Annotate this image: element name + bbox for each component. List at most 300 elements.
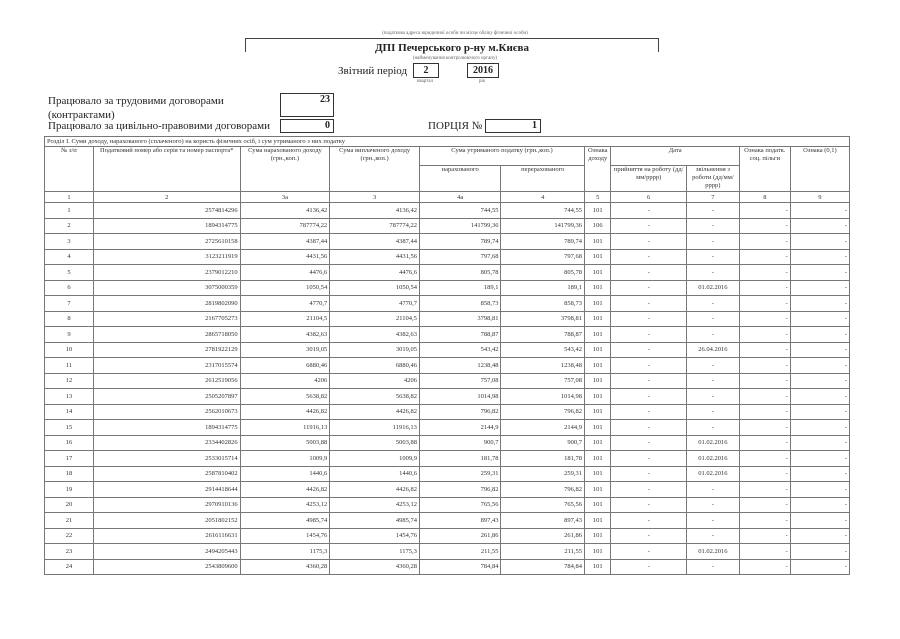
table-cell: - — [790, 358, 849, 374]
table-cell: - — [611, 327, 686, 343]
table-cell: 897,43 — [501, 513, 585, 529]
table-cell: 2144,9 — [501, 420, 585, 436]
table-cell: 4387,44 — [330, 234, 420, 250]
table-cell: 757,08 — [419, 373, 501, 389]
table-cell: 181,78 — [419, 451, 501, 467]
table-cell: - — [611, 404, 686, 420]
table-cell: 2 — [45, 218, 94, 234]
column-index-cell: 2 — [93, 192, 240, 203]
table-cell: 2494205443 — [93, 544, 240, 560]
column-index-cell: 9 — [790, 192, 849, 203]
table-cell: - — [611, 265, 686, 281]
table-cell: 1175,3 — [330, 544, 420, 560]
table-cell: 2970910136 — [93, 497, 240, 513]
table-cell: - — [739, 513, 790, 529]
table-cell: 5003,88 — [240, 435, 330, 451]
table-cell: 24 — [45, 559, 94, 575]
table-cell: - — [739, 311, 790, 327]
table-cell: 2533015714 — [93, 451, 240, 467]
table-cell: - — [790, 451, 849, 467]
column-index-cell: 4а — [419, 192, 501, 203]
table-cell: - — [739, 389, 790, 405]
table-cell: 21 — [45, 513, 94, 529]
table-cell: - — [739, 482, 790, 498]
table-cell: 2865718050 — [93, 327, 240, 343]
table-cell: 4770,7 — [240, 296, 330, 312]
table-cell: 3019,05 — [330, 342, 420, 358]
table-cell: 11916,13 — [240, 420, 330, 436]
table-cell: - — [686, 373, 739, 389]
table-cell: - — [739, 327, 790, 343]
column-index-cell: 3а — [240, 192, 330, 203]
table-cell: 261,86 — [419, 528, 501, 544]
table-cell: 858,73 — [501, 296, 585, 312]
table-cell: 4360,28 — [330, 559, 420, 575]
period-quarter-field: 2 — [413, 63, 439, 78]
table-row — [45, 373, 850, 389]
table-cell: 805,78 — [419, 265, 501, 281]
table-cell: - — [739, 234, 790, 250]
table-cell: 11 — [45, 358, 94, 374]
column-index-cell: 7 — [686, 192, 739, 203]
table-cell: - — [611, 513, 686, 529]
table-cell: - — [611, 373, 686, 389]
table-cell: 4476,6 — [330, 265, 420, 281]
table-cell: - — [790, 559, 849, 575]
table-cell: - — [611, 497, 686, 513]
table-cell: 2543809600 — [93, 559, 240, 575]
table-cell: 21104,5 — [330, 311, 420, 327]
table-cell: 20 — [45, 497, 94, 513]
income-table — [44, 136, 850, 575]
section-title: Розділ І. Суми доходу, нарахованого (сплаченого) на користь фізичних осіб, і сум утриманого з них податку — [45, 137, 850, 147]
table-cell: 3 — [45, 234, 94, 250]
table-row — [45, 435, 850, 451]
table-cell: 1009,9 — [330, 451, 420, 467]
table-cell: 101 — [585, 373, 611, 389]
table-cell: 101 — [585, 544, 611, 560]
table-cell: 2167705273 — [93, 311, 240, 327]
table-cell: 26.04.2016 — [686, 342, 739, 358]
table-cell: - — [611, 249, 686, 265]
table-cell: 10 — [45, 342, 94, 358]
table-cell: 4253,12 — [240, 497, 330, 513]
table-cell: - — [686, 234, 739, 250]
table-cell: 101 — [585, 389, 611, 405]
table-row — [45, 327, 850, 343]
table-cell: 1440,6 — [240, 466, 330, 482]
table-cell: - — [686, 265, 739, 281]
table-cell: - — [790, 513, 849, 529]
table-cell: 900,7 — [419, 435, 501, 451]
table-cell: 23 — [45, 544, 94, 560]
table-cell: 6 — [45, 280, 94, 296]
table-cell: 2612519056 — [93, 373, 240, 389]
civil-contracts-label: Працювало за цивільно-правовими договорами — [48, 120, 271, 132]
table-cell: 4431,56 — [240, 249, 330, 265]
table-cell: 2781922129 — [93, 342, 240, 358]
table-cell: - — [790, 296, 849, 312]
table-cell: - — [611, 420, 686, 436]
table-cell: - — [790, 435, 849, 451]
table-cell: 4387,44 — [240, 234, 330, 250]
table-cell: - — [686, 203, 739, 219]
portion-label: ПОРЦІЯ № — [428, 120, 483, 132]
table-body — [45, 203, 850, 575]
col-income-sign-header: Ознака доходу — [585, 147, 611, 192]
table-cell: - — [611, 466, 686, 482]
table-cell: 3798,81 — [501, 311, 585, 327]
table-cell: - — [739, 358, 790, 374]
table-cell: 757,08 — [501, 373, 585, 389]
col-flag-header: Ознака (0,1) — [790, 147, 849, 192]
table-cell: 787774,22 — [240, 218, 330, 234]
table-cell: - — [611, 559, 686, 575]
table-cell: - — [611, 203, 686, 219]
table-cell: 784,84 — [501, 559, 585, 575]
table-cell: 211,55 — [501, 544, 585, 560]
table-cell: 805,78 — [501, 265, 585, 281]
table-cell: 1238,48 — [501, 358, 585, 374]
table-cell: 19 — [45, 482, 94, 498]
table-cell: 11916,13 — [330, 420, 420, 436]
table-cell: - — [739, 296, 790, 312]
table-cell: 7 — [45, 296, 94, 312]
table-cell: 181,78 — [501, 451, 585, 467]
column-index-cell: 4 — [501, 192, 585, 203]
table-cell: 2616116631 — [93, 528, 240, 544]
table-row — [45, 389, 850, 405]
table-cell: - — [686, 528, 739, 544]
table-cell: 106 — [585, 218, 611, 234]
table-cell: 14 — [45, 404, 94, 420]
address-note: (податкова адреса юридичної особи чи місце обліку фізичної особи) — [382, 31, 528, 36]
col-date-header: Дата — [611, 147, 739, 166]
table-cell: 1454,76 — [240, 528, 330, 544]
table-cell: 101 — [585, 513, 611, 529]
table-cell: 3123211919 — [93, 249, 240, 265]
table-cell: 4253,12 — [330, 497, 420, 513]
table-cell: 6880,46 — [330, 358, 420, 374]
table-cell: 2051802152 — [93, 513, 240, 529]
period-label: Звітний період — [338, 65, 408, 77]
table-cell: 2574814296 — [93, 203, 240, 219]
table-cell: 101 — [585, 404, 611, 420]
table-cell: 01.02.2016 — [686, 435, 739, 451]
table-cell: 1894314775 — [93, 420, 240, 436]
table-cell: - — [790, 280, 849, 296]
table-cell: 101 — [585, 327, 611, 343]
table-cell: - — [611, 311, 686, 327]
col-hire-date-header: прийняття на роботу (дд/мм/рррр) — [611, 166, 686, 192]
table-cell: 900,7 — [501, 435, 585, 451]
column-index-cell: 6 — [611, 192, 686, 203]
labor-contracts-value: 23 — [280, 93, 334, 117]
table-cell: 101 — [585, 435, 611, 451]
table-cell: 784,84 — [419, 559, 501, 575]
table-cell: 796,82 — [419, 482, 501, 498]
table-cell: 3019,05 — [240, 342, 330, 358]
table-cell: 2914418644 — [93, 482, 240, 498]
table-cell: 796,82 — [419, 404, 501, 420]
table-cell: 01.02.2016 — [686, 280, 739, 296]
table-cell: 4206 — [330, 373, 420, 389]
col-withheld-header: Сума утриманого податку (грн.,коп.) — [419, 147, 584, 166]
table-cell: 4431,56 — [330, 249, 420, 265]
col-withheld-transferred-header: перерахованого — [501, 166, 585, 192]
table-cell: - — [790, 265, 849, 281]
table-cell: 211,55 — [419, 544, 501, 560]
table-cell: 259,31 — [419, 466, 501, 482]
table-cell: - — [611, 435, 686, 451]
table-cell: - — [790, 203, 849, 219]
table-cell: 788,87 — [501, 327, 585, 343]
table-cell: - — [686, 513, 739, 529]
table-cell: 2334402826 — [93, 435, 240, 451]
column-index-row — [45, 192, 850, 203]
table-cell: - — [739, 544, 790, 560]
table-cell: - — [686, 404, 739, 420]
table-row — [45, 482, 850, 498]
table-cell: 4382,63 — [330, 327, 420, 343]
table-cell: - — [686, 559, 739, 575]
table-cell: - — [790, 420, 849, 436]
table-cell: - — [611, 358, 686, 374]
table-cell: - — [790, 482, 849, 498]
table-cell: 101 — [585, 451, 611, 467]
table-cell: - — [790, 389, 849, 405]
table-cell: 744,55 — [419, 203, 501, 219]
table-cell: 6880,46 — [240, 358, 330, 374]
table-cell: 101 — [585, 249, 611, 265]
table-row — [45, 451, 850, 467]
table-cell: 189,1 — [419, 280, 501, 296]
table-cell: 2562010673 — [93, 404, 240, 420]
col-taxid-header: Податковий номер або серія та номер паспорта* — [93, 147, 240, 192]
table-cell: - — [790, 327, 849, 343]
portion-value: 1 — [485, 119, 541, 133]
table-cell: 101 — [585, 280, 611, 296]
table-cell: - — [739, 528, 790, 544]
table-cell: - — [739, 497, 790, 513]
table-row — [45, 420, 850, 436]
table-cell: 16 — [45, 435, 94, 451]
table-cell: - — [739, 559, 790, 575]
column-index-cell: 5 — [585, 192, 611, 203]
table-row — [45, 249, 850, 265]
table-row — [45, 544, 850, 560]
table-row — [45, 404, 850, 420]
table-cell: 4426,82 — [240, 404, 330, 420]
table-cell: 2144,9 — [419, 420, 501, 436]
table-cell: - — [611, 451, 686, 467]
table-cell: - — [790, 342, 849, 358]
table-cell: - — [611, 296, 686, 312]
table-cell: 796,82 — [501, 482, 585, 498]
table-cell: - — [686, 249, 739, 265]
table-cell: 1 — [45, 203, 94, 219]
table-cell: - — [739, 280, 790, 296]
table-cell: 101 — [585, 311, 611, 327]
table-cell: 101 — [585, 234, 611, 250]
table-cell: 765,56 — [501, 497, 585, 513]
table-cell: - — [790, 497, 849, 513]
table-cell: 259,31 — [501, 466, 585, 482]
table-row — [45, 296, 850, 312]
table-cell: 12 — [45, 373, 94, 389]
table-cell: - — [611, 342, 686, 358]
table-cell: 4 — [45, 249, 94, 265]
table-cell: - — [739, 249, 790, 265]
table-cell: 2587810402 — [93, 466, 240, 482]
table-cell: 141799,36 — [419, 218, 501, 234]
table-cell: 1894314775 — [93, 218, 240, 234]
table-cell: 101 — [585, 296, 611, 312]
civil-contracts-value: 0 — [280, 119, 334, 133]
table-cell: 2379012210 — [93, 265, 240, 281]
table-cell: - — [611, 218, 686, 234]
table-cell: - — [611, 389, 686, 405]
table-cell: 3075000359 — [93, 280, 240, 296]
col-withheld-accrued-header: нарахованого — [419, 166, 501, 192]
table-cell: 787774,22 — [330, 218, 420, 234]
table-cell: - — [739, 420, 790, 436]
table-cell: - — [686, 218, 739, 234]
table-cell: - — [611, 544, 686, 560]
table-cell: - — [686, 296, 739, 312]
column-index-cell: 3 — [330, 192, 420, 203]
table-cell: 788,87 — [419, 327, 501, 343]
table-cell: 4476,6 — [240, 265, 330, 281]
table-cell: - — [739, 342, 790, 358]
table-cell: 1050,54 — [240, 280, 330, 296]
table-cell: 4985,74 — [330, 513, 420, 529]
table-cell: 101 — [585, 358, 611, 374]
table-cell: 141799,36 — [501, 218, 585, 234]
table-cell: - — [611, 280, 686, 296]
table-cell: 101 — [585, 420, 611, 436]
table-cell: 01.02.2016 — [686, 466, 739, 482]
table-cell: 101 — [585, 559, 611, 575]
table-cell: 4382,63 — [240, 327, 330, 343]
table-cell: 101 — [585, 203, 611, 219]
table-cell: 3798,81 — [419, 311, 501, 327]
col-paid-header: Сума виплаченого доходу (грн.,коп.) — [330, 147, 420, 192]
table-cell: 4426,82 — [330, 482, 420, 498]
table-cell: 1050,54 — [330, 280, 420, 296]
table-cell: - — [739, 466, 790, 482]
table-cell: 2819802090 — [93, 296, 240, 312]
quarter-caption: квартал — [416, 79, 434, 84]
table-cell: 15 — [45, 420, 94, 436]
table-cell: 2505207897 — [93, 389, 240, 405]
table-cell: 1454,76 — [330, 528, 420, 544]
table-cell: - — [611, 482, 686, 498]
table-cell: 4426,82 — [330, 404, 420, 420]
table-cell: 797,68 — [419, 249, 501, 265]
table-cell: 101 — [585, 528, 611, 544]
table-row — [45, 311, 850, 327]
table-cell: 765,56 — [419, 497, 501, 513]
period-year-field: 2016 — [467, 63, 499, 78]
table-row — [45, 466, 850, 482]
table-cell: 1440,6 — [330, 466, 420, 482]
table-row — [45, 265, 850, 281]
table-cell: 1175,3 — [240, 544, 330, 560]
table-cell: - — [790, 249, 849, 265]
table-cell: 1009,9 — [240, 451, 330, 467]
table-cell: 101 — [585, 466, 611, 482]
table-cell: - — [611, 528, 686, 544]
table-cell: 13 — [45, 389, 94, 405]
table-cell: 5003,88 — [330, 435, 420, 451]
table-cell: 4985,74 — [240, 513, 330, 529]
col-num-header: № з/п — [45, 147, 94, 192]
labor-contracts-label: Працювало за трудовими договорами (контрактами) — [48, 95, 224, 121]
table-cell: 897,43 — [419, 513, 501, 529]
table-cell: - — [790, 218, 849, 234]
header-row-1 — [45, 147, 850, 166]
table-cell: - — [739, 451, 790, 467]
table-cell: - — [739, 435, 790, 451]
table-cell: 4136,42 — [330, 203, 420, 219]
section-title-row — [45, 137, 850, 147]
table-cell: - — [739, 265, 790, 281]
table-cell: - — [790, 528, 849, 544]
column-index-cell: 1 — [45, 192, 94, 203]
col-accrued-header: Сума нарахованого доходу (грн.,коп.) — [240, 147, 330, 192]
table-cell: 101 — [585, 342, 611, 358]
table-cell: - — [790, 234, 849, 250]
table-cell: - — [686, 327, 739, 343]
table-cell: - — [790, 466, 849, 482]
table-cell: 101 — [585, 482, 611, 498]
table-cell: 2317015574 — [93, 358, 240, 374]
table-cell: 01.02.2016 — [686, 451, 739, 467]
table-cell: 17 — [45, 451, 94, 467]
col-dismiss-date-header: звільнення з роботи (дд/мм/рррр) — [686, 166, 739, 192]
table-cell: - — [686, 497, 739, 513]
table-cell: - — [739, 373, 790, 389]
table-cell: 4136,42 — [240, 203, 330, 219]
table-cell: 2725610158 — [93, 234, 240, 250]
table-cell: 1238,48 — [419, 358, 501, 374]
table-cell: 5638,82 — [240, 389, 330, 405]
table-cell: 797,68 — [501, 249, 585, 265]
table-cell: 1014,98 — [501, 389, 585, 405]
table-cell: - — [790, 373, 849, 389]
table-row — [45, 234, 850, 250]
header-rule — [245, 38, 659, 39]
table-row — [45, 358, 850, 374]
table-cell: 101 — [585, 265, 611, 281]
table-cell: - — [686, 389, 739, 405]
table-cell: 796,82 — [501, 404, 585, 420]
table-cell: - — [790, 311, 849, 327]
col-benefit-header: Ознака податк. соц. пільги — [739, 147, 790, 192]
table-cell: - — [686, 358, 739, 374]
table-cell: 4206 — [240, 373, 330, 389]
table-cell: - — [686, 311, 739, 327]
table-cell: 789,74 — [501, 234, 585, 250]
authority-note: (найменування контролюючого органу) — [412, 56, 498, 61]
table-cell: 744,55 — [501, 203, 585, 219]
table-cell: - — [739, 404, 790, 420]
table-row — [45, 513, 850, 529]
table-row — [45, 203, 850, 219]
table-row — [45, 218, 850, 234]
authority-name: ДПІ Печерського р-ну м.Києва — [374, 42, 529, 54]
